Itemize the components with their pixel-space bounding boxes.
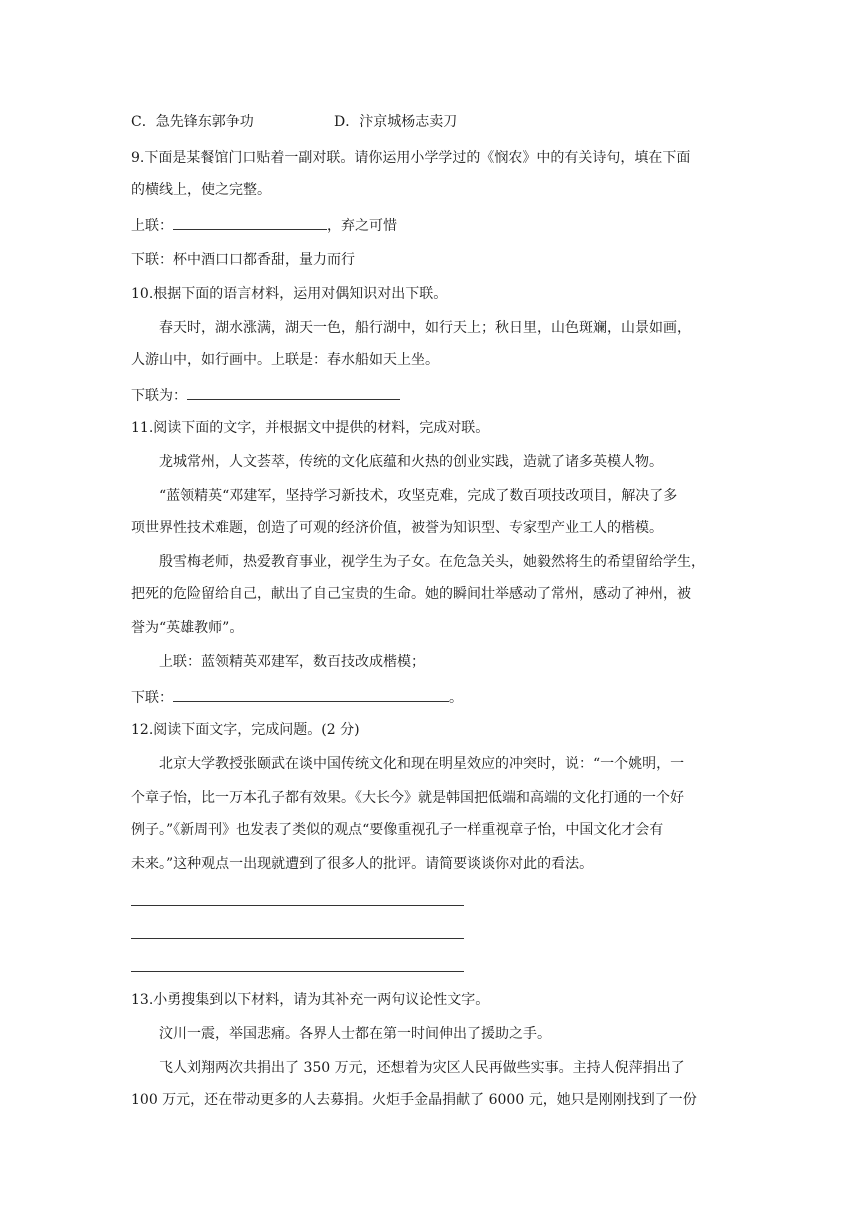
q12-text-line-3: 例子。”《新周刊》也发表了类似的观点“要像重视孔子一样重视章子怡，中国文化才会有 xyxy=(131,822,664,838)
q9-lower-couplet: 下联：杯中酒口口都香甜，量力而行 xyxy=(131,252,355,268)
lower-label: 下联： xyxy=(131,690,173,706)
answer-blank[interactable] xyxy=(187,384,400,400)
q11-upper-couplet: 上联：蓝领精英邓建军，数百技改成楷模； xyxy=(159,654,425,670)
q13-para1: 汶川一震，举国悲痛。各界人士都在第一时间伸出了援助之手。 xyxy=(159,1026,551,1042)
answer-line-3[interactable] xyxy=(131,971,464,972)
q12-prompt: 12.阅读下面文字，完成问题。(2 分) xyxy=(131,722,360,738)
answer-blank[interactable] xyxy=(173,214,327,230)
upper-suffix: ，弃之可惜 xyxy=(327,218,397,234)
q10-material-line-1: 春天时，湖水涨满，湖天一色，船行湖中，如行天上；秋日里，山色斑斓，山景如画， xyxy=(159,320,691,336)
q13-para2-line-1: 飞人刘翔两次共捐出了 350 万元，还想着为灾区人民再做些实事。主持人倪萍捐出了 xyxy=(159,1060,685,1076)
q11-para2-line-1: “蓝领精英“邓建军，坚持学习新技术，攻坚克难，完成了数百项技改项目，解决了多 xyxy=(159,488,678,504)
q12-text-line-1: 北京大学教授张颐武在谈中国传统文化和现在明星效应的冲突时，说：“一个姚明，一 xyxy=(159,756,685,772)
q9-prompt-line-1: 9.下面是某餐馆门口贴着一副对联。请你运用小学学过的《悯农》中的有关诗句，填在下面 xyxy=(131,150,691,166)
q11-para3-line-2: 把死的危险留给自己，献出了自己宝贵的生命。她的瞬间壮举感动了常州，感动了神州，被 xyxy=(131,586,691,602)
lower-end: 。 xyxy=(449,690,463,706)
q11-prompt: 11.阅读下面的文字，并根据文中提供的材料，完成对联。 xyxy=(131,420,490,436)
answer-line-2[interactable] xyxy=(131,938,464,939)
answer-blank[interactable] xyxy=(173,686,449,702)
q12-text-line-4: 未来。”这种观点一出现就遭到了很多人的批评。请简要谈谈你对此的看法。 xyxy=(131,856,594,872)
q10-answer xyxy=(131,384,741,406)
q11-para1: 龙城常州，人文荟萃，传统的文化底蕴和火热的创业实践，造就了诸多英模人物。 xyxy=(159,454,663,470)
answer-line-1[interactable] xyxy=(131,905,464,906)
q11-para3-line-1: 殷雪梅老师，热爱教育事业，视学生为子女。在危急关头，她毅然将生的希望留给学生， xyxy=(159,554,705,570)
q10-material-line-2: 人游山中，如行画中。上联是：春水船如天上坐。 xyxy=(131,352,439,368)
q10-prompt: 10.根据下面的语言材料，运用对偶知识对出下联。 xyxy=(131,286,448,302)
answer-label: 下联为： xyxy=(131,388,187,404)
option-d: D．汴京城杨志卖刀 xyxy=(334,114,458,130)
q9-upper-couplet xyxy=(131,214,741,236)
upper-label: 上联： xyxy=(131,218,173,234)
q9-prompt-line-2: 的横线上，使之完整。 xyxy=(131,182,271,198)
q13-para2-line-2: 100 万元，还在带动更多的人去募捐。火炬手金晶捐献了 6000 元，她只是刚刚找到了一份 xyxy=(131,1092,697,1108)
option-c: C．急先锋东郭争功 xyxy=(131,114,254,130)
q11-para2-line-2: 项世界性技术难题，创造了可观的经济价值，被誉为知识型、专家型产业工人的楷模。 xyxy=(131,520,663,536)
q12-text-line-2: 个章子怡，比一万本孔子都有效果。《大长今》就是韩国把低端和高端的文化打通的一个好 xyxy=(131,790,684,806)
q13-prompt: 13.小勇搜集到以下材料，请为其补充一两句议论性文字。 xyxy=(131,992,490,1008)
q11-para3-line-3: 誉为“英雄教师”。 xyxy=(131,620,244,636)
q11-lower-couplet xyxy=(131,686,741,708)
q8-options xyxy=(131,112,741,132)
